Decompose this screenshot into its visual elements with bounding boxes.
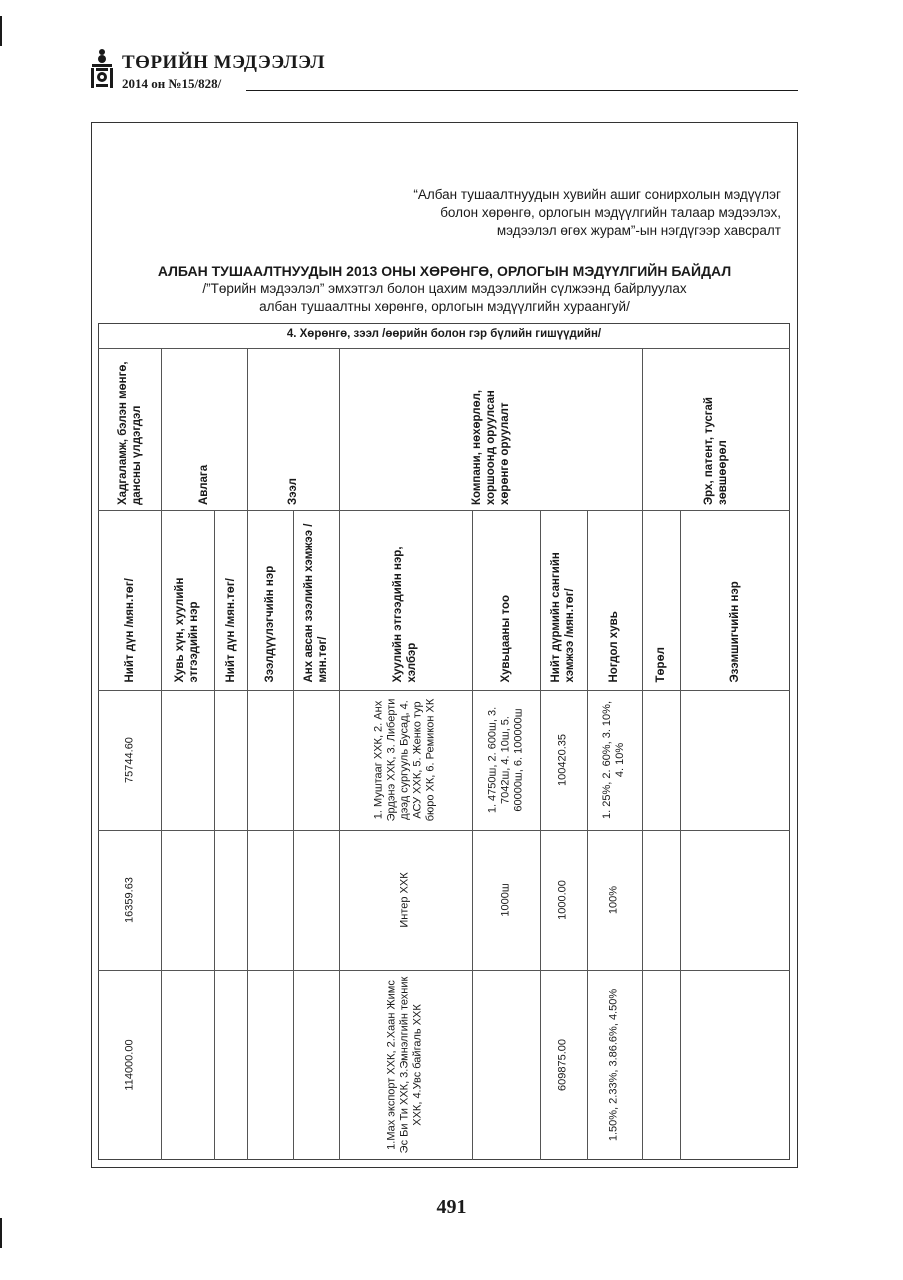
column-header: Хувьцааны тоо [500,594,512,683]
cell-capital: 1000.00 [556,880,569,920]
group-header-investments: Компани, нөхөрлөл, хоршоонд оруулсан хөрөнгө оруулалт [471,389,511,505]
table-rule [472,510,473,1160]
column-header: Төрөл [655,647,667,683]
table-rule [98,830,790,831]
crop-mark-bottom [0,1218,2,1248]
cell-capital: 609875.00 [556,1039,569,1091]
column-header: Зээлдүүлэгчийн нэр [264,565,276,683]
subtitle-line: /”Төрийн мэдээлэл” эмхэтгэл болон цахим мэдээллийн сүлжээнд байрлуулах [202,281,687,296]
annex-line: мэдээлэл өгөх журам”-ын нэгдүгээр хавсралт [496,223,781,238]
group-header-receivables: Авлага [198,464,210,505]
table-rule [339,348,340,1160]
annex-line: “Албан тушаалтнуудын хувийн ашиг сонирхолын мэдүүлэг [413,187,781,202]
column-header: Ногдол хувь [608,611,620,683]
document-title: АЛБАН ТУШААЛТНУУДЫН 2013 ОНЫ ХӨРӨНГӨ, ОРЛОГЫН МЭДҮҮЛГИЙН БАЙДАЛ [157,263,732,279]
group-header-rights: Эрх, патент, тусгай зөвшөөрөл [703,397,729,505]
group-header-loans: Зээл [287,478,299,505]
column-header: Хувь хүн, хуулийн этгээдийн нэр [174,577,200,683]
table-rule [247,348,248,1160]
cell-company: 1. Муштааг ХХК, 2. Анх Эрдэнэ ХХК, 3. Либерти дээд сургууль Бусад, 4. АСУ ХХК, 5. Женко тур бюро ХК, 6. Ремикон ХК [372,698,437,822]
cell-company: Интер ХХК [398,872,411,928]
table-rule [98,510,790,511]
cell-shares: 1. 4750ш, 2. 600ш, 3. 7042ш, 4. 10ш, 5. 60000ш, 6. 100000ш [486,706,525,814]
issue-number: 2014 он №15/828/ [122,76,222,91]
annex-reference [281,186,781,240]
table-rule [540,510,541,1160]
table-rule [680,510,681,1160]
cell-dividend: 1.50%, 2.33%, 3.86.6%, 4.50% [607,988,620,1142]
column-header: Анх авсан зээлийн хэмжээ /мян.төг/ [303,523,329,683]
cell-dividend: 1. 25%, 2. 60%, 3. 10%, 4. 10% [601,700,626,820]
column-header: Нийт дүн /мян.төг/ [124,578,136,683]
page-number: 491 [436,1196,467,1218]
column-header: Нийт дүрмийн сангийн хэмжээ /мян.төг/ [550,552,576,683]
cell-capital: 100420.35 [556,734,569,786]
crop-mark-top [0,16,2,46]
table-rule [214,510,215,1160]
table-rule [98,348,790,349]
cell-savings: 114000.00 [123,1039,136,1091]
group-header-savings: Хадгаламж, бэлэн мөнгө, дансны үлдэгдэл [117,361,143,505]
table-rule [98,970,790,971]
cell-company: 1.Мах экспорт ХХК, 2.Хаан Жимс Эс Би Ти ХХК, 3.Эмнэлгийн техник ХХК, 4.Увс байгаль ХХК [385,976,424,1154]
header-rule [246,90,798,91]
table-rule [98,690,790,691]
cell-dividend: 100% [607,885,620,915]
table-rule [293,510,294,1160]
soyombo-emblem-icon [90,48,114,90]
table-rule [587,510,588,1160]
cell-savings: 16359.63 [123,877,136,923]
table-rule [642,348,643,1160]
cell-savings: 75744.60 [123,737,136,783]
column-header: Эзэмшигчийн нэр [729,581,741,683]
publication-title: ТӨРИЙН МЭДЭЭЛЭЛ [122,52,325,73]
annex-line: болон хөрөнгө, орлогын мэдүүлгийн талаар мэдээлэх, [440,205,781,220]
cell-shares: 1000ш [499,883,512,917]
column-header: Нийт дүн /мян.төг/ [225,578,237,683]
table-rule [161,348,162,1160]
subtitle-line: албан тушаалтны хөрөнгө, орлогын мэдүүлгийн хураангуй/ [259,299,630,314]
column-header: Хуулийн этгээдийн нэр, хэлбэр [392,546,418,683]
section-title: 4. Хөрөнгө, зээл /өөрийн болон гэр бүлийн гишүүдийн/ [286,328,602,340]
